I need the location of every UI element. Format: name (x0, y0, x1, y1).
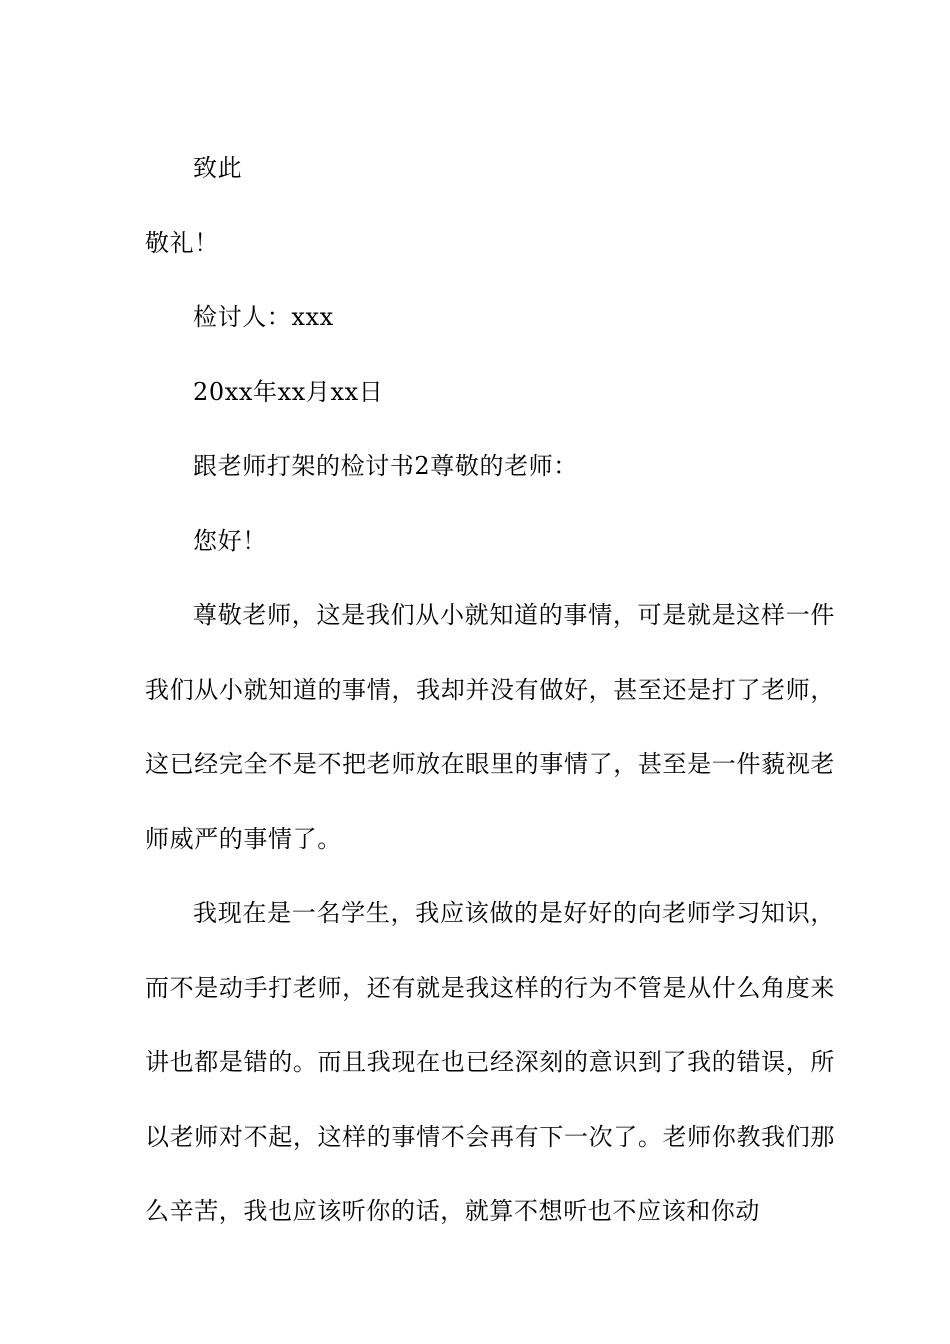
date-line: 20xx年xx月xx日 (193, 377, 384, 406)
greeting-line: 您好！ (193, 526, 267, 555)
body-paragraph-1: 尊敬老师，这是我们从小就知道的事情，可是就是这样一件我们从小就知道的事情，我却并没有做好，甚至还是打了老师，这已经完全不是不把老师放在眼里的事情了，甚至是一件藐视老师威严的事情了。 (145, 601, 835, 853)
section-title: 跟老师打架的检讨书2尊敬的老师： (193, 452, 578, 480)
document-body (145, 131, 835, 1249)
closing-line-1: 致此 (193, 154, 243, 182)
signer-line: 检讨人：xxx (193, 303, 334, 331)
closing-line-2: 敬礼！ (145, 228, 219, 257)
body-paragraph-2: 我现在是一名学生，我应该做的是好好的向老师学习知识，而不是动手打老师，还有就是我这样的行为不管是从什么角度来讲也都是错的。而且我现在也已经深刻的意识到了我的错误，所以老师对不起，这样的事情不会再有下一次了。老师你教我们那么辛苦，我也应该听你的话，就算不想听也不应该和你动 (145, 899, 835, 1225)
